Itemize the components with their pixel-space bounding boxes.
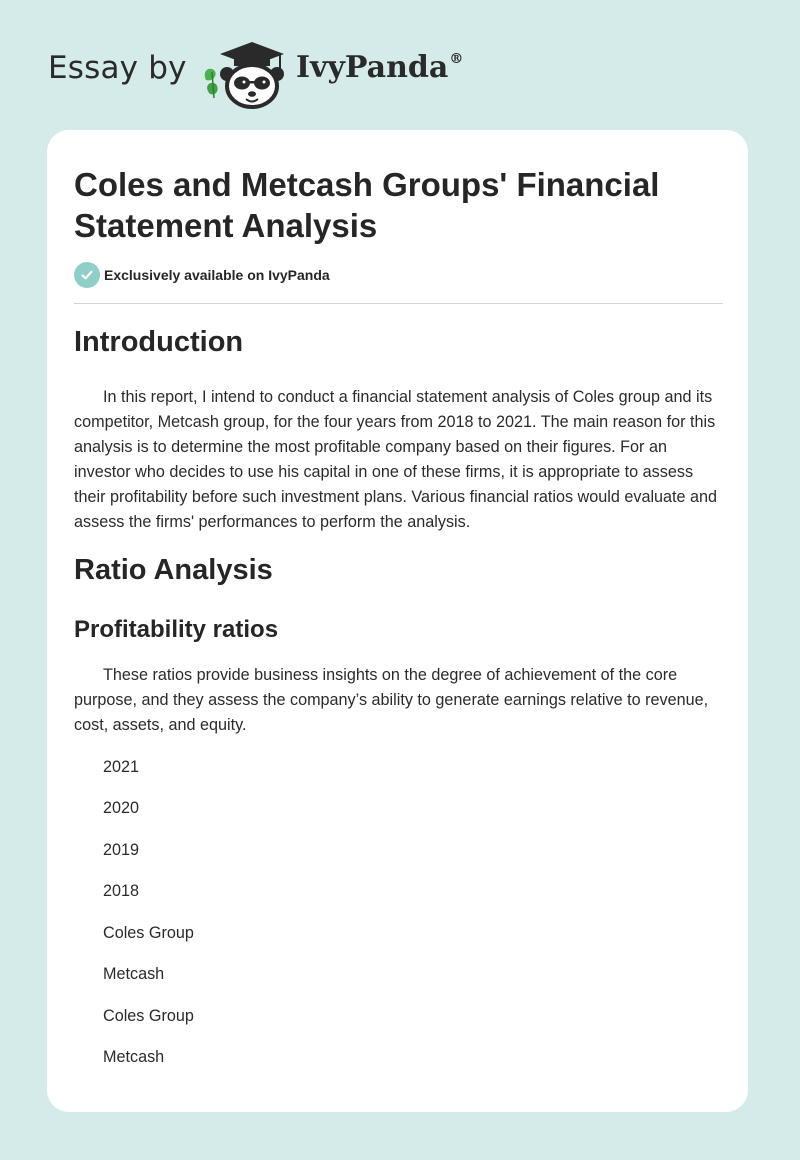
divider — [74, 303, 723, 304]
essay-card — [47, 130, 748, 1112]
panda-logo-icon[interactable] — [200, 36, 296, 110]
list-item: Metcash — [103, 965, 165, 983]
site-header — [48, 36, 468, 110]
introduction-paragraph: In this report, I intend to conduct a financial statement analysis of Coles group and its competitor, Metcash group, for the four years from 2018 to 2021. The main reason for this analysis is to determine the most profitable company based on their figures. For an investor who decides to use his capital in one of these firms, it is appropriate to assess their profitability before such investment plans. Various financial ratios would evaluate and assess the firms' performances to perform the analysis. — [74, 388, 718, 531]
essay-by-label: Essay by — [48, 50, 187, 86]
profitability-ratios-heading: Profitability ratios — [74, 616, 279, 643]
essay-title: Coles and Metcash Groups' Financial Statement Analysis — [74, 166, 660, 244]
profitability-paragraph: These ratios provide business insights on the degree of achievement of the core purpose, and they assess the company’s ability to generate earnings relative to revenue, cost, assets, and equity. — [74, 666, 709, 734]
list-item: Metcash — [103, 1048, 165, 1066]
brand-text: IvyPanda — [296, 50, 449, 85]
list-item: Coles Group — [103, 924, 194, 942]
list-item: 2018 — [103, 882, 140, 900]
list-item: Coles Group — [103, 1007, 194, 1025]
exclusive-badge — [74, 262, 330, 288]
check-circle-icon — [74, 262, 100, 288]
registered-mark: ® — [449, 51, 464, 67]
list-item: 2019 — [103, 841, 140, 859]
list-item: 2020 — [103, 799, 140, 817]
brand-name[interactable] — [296, 50, 463, 85]
introduction-heading: Introduction — [74, 326, 244, 358]
list-item: 2021 — [103, 758, 140, 776]
ratio-analysis-heading: Ratio Analysis — [74, 554, 273, 586]
exclusive-text: Exclusively available on IvyPanda — [104, 267, 330, 283]
